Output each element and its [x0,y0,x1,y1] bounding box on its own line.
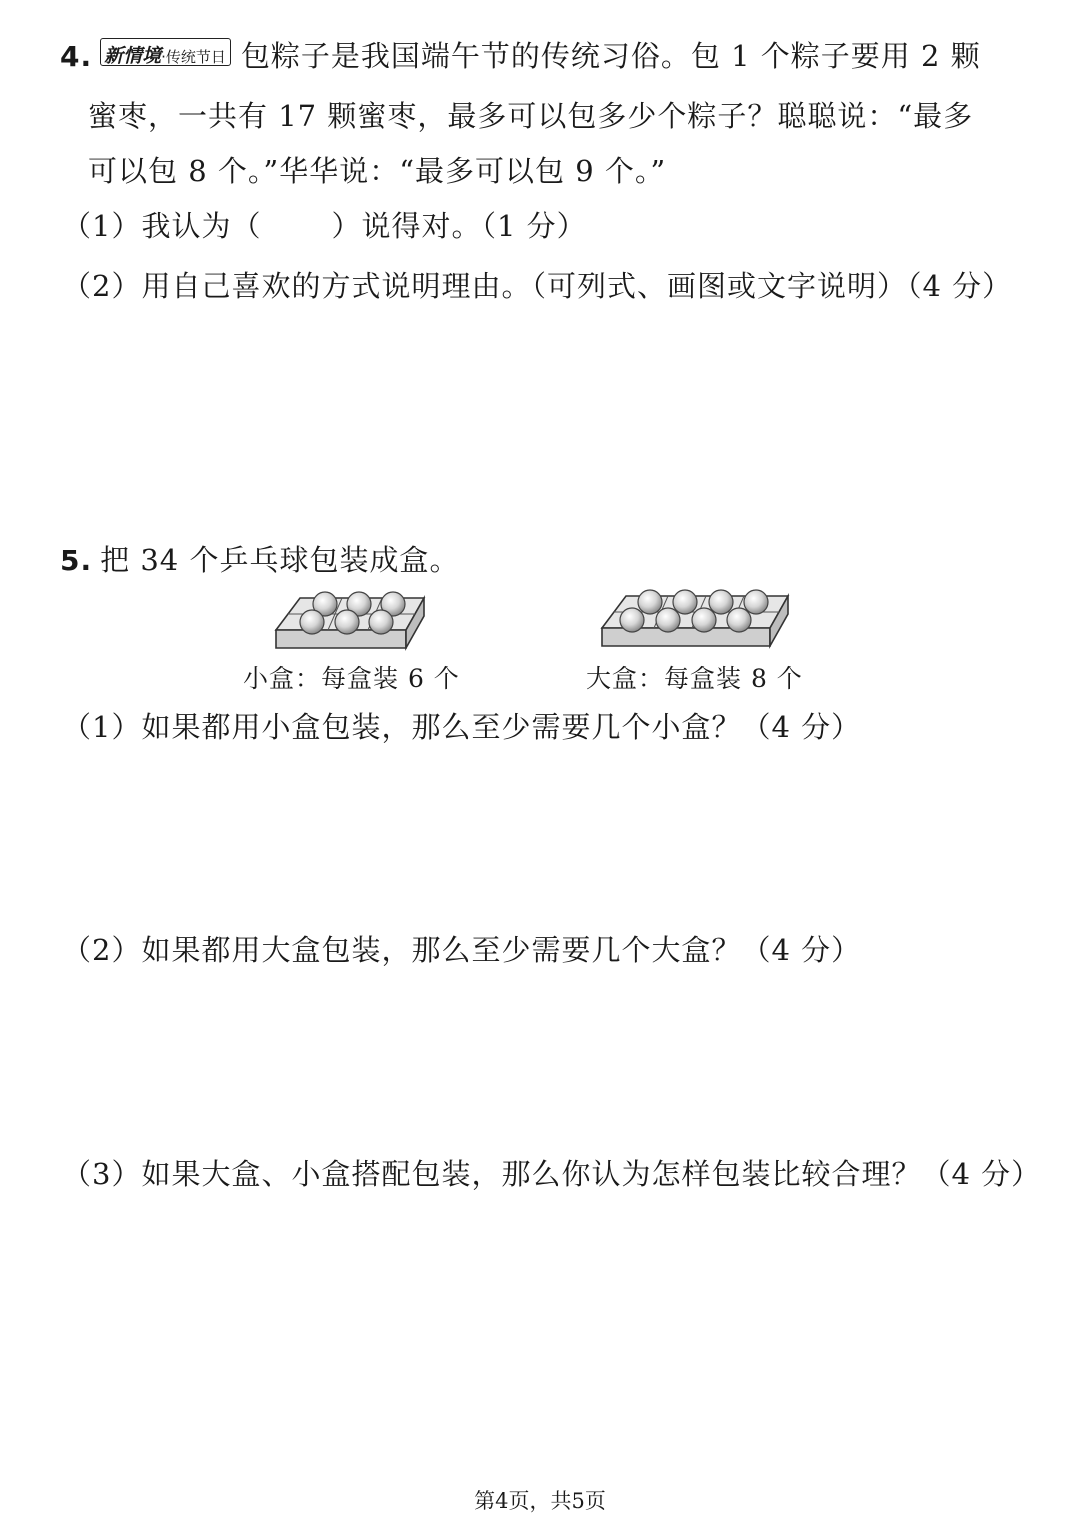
ping-pong-ball [369,610,393,634]
q4-part-1 [62,208,587,244]
large-box-illustration [596,586,796,652]
q4-number: 4. [60,40,93,73]
q4-text-2: 蜜枣，一共有 17 颗蜜枣，最多可以包多少个粽子？聪聪说：“最多 [88,99,974,133]
small-box-caption: 小盒：每盒装 6 个 [243,664,460,693]
page-number: 第4页，共5页 [474,1489,606,1513]
q4-tag-main: 新情境 [104,45,162,67]
q4-part-2: （2）用自己喜欢的方式说明理由。（可列式、画图或文字说明）（4 分） [62,269,1013,303]
small-box-illustration [270,588,430,654]
q5-part-3: （3）如果大盒、小盒搭配包装，那么你认为怎样包装比较合理？（4 分） [62,1157,1042,1191]
q5-intro-line [60,542,459,579]
ping-pong-ball [335,610,359,634]
ping-pong-ball [300,610,324,634]
ping-pong-ball [709,590,733,614]
q4-context-tag [100,38,231,66]
q5-part-2: （2）如果都用大盒包装，那么至少需要几个大盒？（4 分） [62,933,862,967]
q5-number: 5. [60,544,93,577]
q4-part-1-suffix: ）说得对。（1 分） [331,209,587,243]
q4-text-1: 包粽子是我国端午节的传统习俗。包 1 个粽子要用 2 颗 [240,39,981,73]
q4-line-1 [60,38,981,75]
ping-pong-ball [638,590,662,614]
large-box-caption: 大盒：每盒装 8 个 [586,664,803,693]
ping-pong-ball [656,608,680,632]
q4-tag-sub: ·传统节日 [161,48,226,66]
ping-pong-ball [673,590,697,614]
q4-text-3: 可以包 8 个。”华华说：“最多可以包 9 个。” [88,154,667,188]
ping-pong-ball [744,590,768,614]
q5-part-1: （1）如果都用小盒包装，那么至少需要几个小盒？（4 分） [62,710,862,744]
q5-intro: 把 34 个乒乓球包装成盒。 [100,543,460,577]
ping-pong-ball [727,608,751,632]
ping-pong-ball [620,608,644,632]
q4-part-1-prefix: （1）我认为（ [62,209,262,243]
ping-pong-ball [692,608,716,632]
